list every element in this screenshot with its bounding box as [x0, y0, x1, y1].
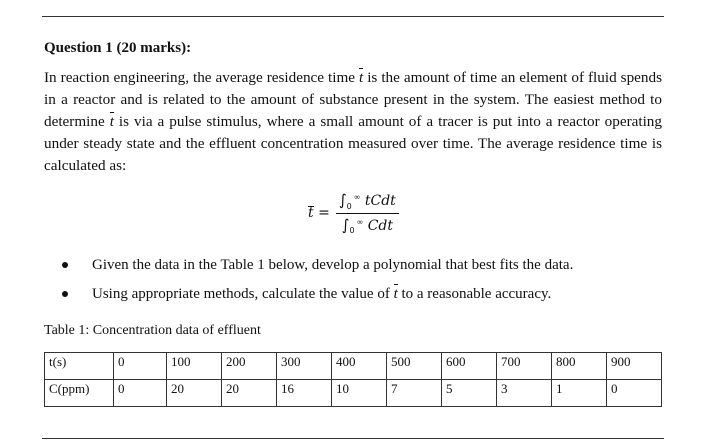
table-cell: 700 [497, 353, 552, 380]
table-cell: 400 [332, 353, 387, 380]
table-cell: 3 [497, 380, 552, 407]
question-title: Question 1 (20 marks): [44, 40, 192, 56]
upper-limit: ∞ [356, 216, 364, 226]
formula-denominator [339, 214, 396, 236]
residence-time-formula [308, 188, 399, 238]
table-row-concentration [45, 380, 662, 407]
table-cell: 300 [277, 353, 332, 380]
table-cell: 100 [167, 353, 222, 380]
table-cell: 5 [442, 380, 497, 407]
table-cell: 1 [552, 380, 607, 407]
intro-text-2: is the amount of time an element of fluid spends in a reactor and is related to the amount of substance present in the system. The easiest method to determine [44, 69, 662, 130]
task-item-calculate [62, 283, 573, 312]
formula-lhs [308, 205, 330, 221]
row-label-concentration: C(ppm) [45, 380, 114, 407]
tbar-symbol: t [394, 283, 398, 305]
table-cell: 10 [332, 380, 387, 407]
task-text: Using appropriate methods, calculate the value of [92, 286, 394, 302]
table-cell: 20 [222, 380, 277, 407]
bullet-icon [62, 262, 68, 268]
table-row-time [45, 353, 662, 380]
table-cell: 0 [114, 353, 167, 380]
row-label-time: t(s) [45, 353, 114, 380]
upper-limit: ∞ [353, 192, 361, 202]
tbar-symbol: t [359, 67, 363, 89]
equals-sign: = [318, 205, 330, 221]
lower-limit: 0 [346, 201, 352, 211]
integral-sign: ∫ [341, 215, 350, 234]
tbar-symbol: t [110, 111, 114, 133]
table-cell: 800 [552, 353, 607, 380]
denominator-body: Cdt [367, 217, 393, 234]
table-cell: 900 [607, 353, 662, 380]
integral-sign: ∫ [338, 190, 347, 209]
table-cell: 16 [277, 380, 332, 407]
table-cell: 0 [607, 380, 662, 407]
tbar-symbol: t [308, 205, 314, 221]
concentration-table [44, 352, 662, 407]
formula-numerator [336, 191, 399, 214]
formula-fraction [336, 191, 399, 236]
bottom-rule [42, 438, 664, 439]
intro-paragraph [44, 67, 662, 177]
task-list [62, 254, 573, 312]
top-rule [42, 16, 664, 17]
table-cell: 0 [114, 380, 167, 407]
table-caption: Table 1: Concentration data of effluent [44, 323, 261, 338]
table-cell: 7 [387, 380, 442, 407]
table-cell: 200 [222, 353, 277, 380]
table-cell: 600 [442, 353, 497, 380]
table-cell: 20 [167, 380, 222, 407]
task-item-fit [62, 254, 573, 283]
intro-text-1: In reaction engineering, the average residence time [44, 69, 359, 86]
intro-text-3: is via a pulse stimulus, where a small amount of a tracer is put into a reactor operating under steady state and the effluent concentration measured over time. The average residence time is calculated as: [44, 113, 662, 174]
bullet-icon [62, 291, 68, 297]
table-cell: 500 [387, 353, 442, 380]
task-text: Given the data in the Table 1 below, develop a polynomial that best fits the data. [92, 257, 574, 273]
lower-limit: 0 [349, 226, 355, 236]
numerator-body: tCdt [364, 192, 396, 209]
task-text: to a reasonable accuracy. [397, 286, 552, 302]
